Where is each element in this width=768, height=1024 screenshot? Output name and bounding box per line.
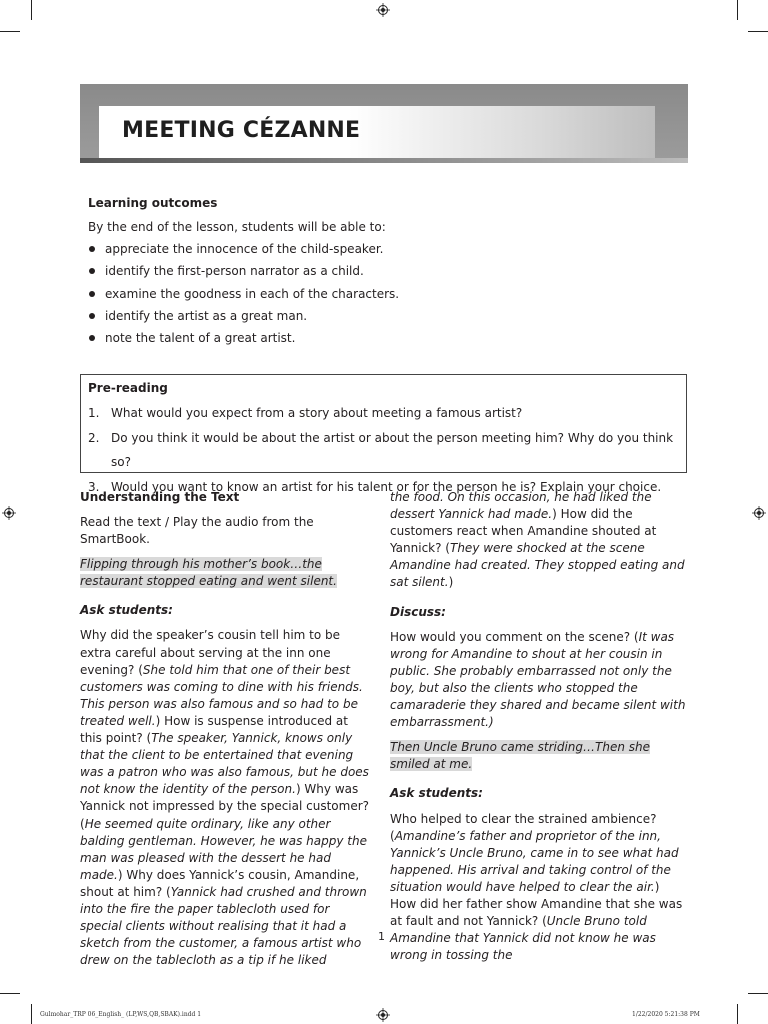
left-column xyxy=(80,488,372,969)
pre-reading-heading: Pre-reading xyxy=(88,381,168,395)
registration-mark-icon xyxy=(376,3,390,17)
crop-mark-top-left-h xyxy=(0,31,20,32)
learning-outcomes xyxy=(88,193,648,349)
right-column xyxy=(390,489,686,964)
highlighted-excerpt: Then Uncle Bruno came striding…Then she smiled at me. xyxy=(390,740,651,772)
question-text: How would you comment on the scene? ( xyxy=(390,629,639,644)
question-text: Who helped to clear the strained ambience? ( xyxy=(390,811,657,843)
list-item: note the talent of a great artist. xyxy=(88,327,648,349)
answer-text: Uncle Bruno told Amandine that Yannick did not know he was wrong in tossing the xyxy=(390,914,656,963)
registration-mark-icon xyxy=(2,506,16,520)
registration-mark-icon xyxy=(376,1008,390,1022)
discuss-paragraph xyxy=(390,629,686,732)
discuss-label: Discuss: xyxy=(390,604,446,619)
question-text: Why did the speaker’s cousin tell him to be extra careful about serving at the inn one evening? ( xyxy=(80,628,341,677)
answer-text: Amandine’s father and proprietor of the inn, Yannick’s Uncle Bruno, came in to see what had happened. His arrival and taking control of the situation would have helped to clear the air. xyxy=(390,828,679,894)
list-item: appreciate the innocence of the child-speaker. xyxy=(88,238,648,260)
question-text: ) How is suspense introduced at this point? ( xyxy=(80,713,348,746)
highlighted-excerpt: Flipping through his mother’s book…the restaurant stopped eating and went silent. xyxy=(80,557,337,589)
question-text: ) Why does Yannick’s cousin, Amandine, shout at him? ( xyxy=(80,867,360,899)
list-item: examine the goodness in each of the characters. xyxy=(88,283,648,305)
crop-mark-top-right-h xyxy=(748,31,768,32)
ask-students-label: Ask students: xyxy=(390,786,483,801)
question-text: Would you want to know an artist for his talent or for the person he is? Explain your choice. xyxy=(111,479,662,494)
question-number: 2. xyxy=(88,430,100,445)
learning-outcomes-intro: By the end of the lesson, students will be able to: xyxy=(88,220,386,234)
answer-text: the food. On this occasion, he had liked the dessert Yannick had made. xyxy=(390,490,652,522)
ask-students-paragraph xyxy=(80,627,372,969)
crop-mark-bottom-left-v xyxy=(31,1004,32,1024)
answer-text: Yannick had crushed and thrown into the fire the paper tablecloth used for special clients without realising that it had a sketch from the customer, a famous artist who drew on the tablecloth as a tip if he liked xyxy=(80,884,367,968)
continued-paragraph xyxy=(390,489,686,592)
text-excerpt xyxy=(80,556,372,590)
ask-students-label: Ask students: xyxy=(80,603,173,618)
crop-mark-bottom-right-v xyxy=(737,1004,738,1024)
instruction-text: Read the text / Play the audio from the SmartBook. xyxy=(80,515,314,547)
outcomes-list xyxy=(88,238,648,349)
question-text: ) How did her father show Amandine that she was at fault and not Yannick? ( xyxy=(390,879,683,929)
crop-mark-bottom-left-h xyxy=(0,993,20,994)
crop-mark-bottom-right-h xyxy=(748,993,768,994)
learning-outcomes-heading: Learning outcomes xyxy=(88,196,218,210)
crop-mark-top-left-v xyxy=(31,0,32,20)
text-excerpt xyxy=(390,739,686,773)
list-item xyxy=(88,401,680,426)
title-rule xyxy=(80,158,688,163)
section-heading: Understanding the Text xyxy=(80,490,240,504)
list-item: identify the artist as a great man. xyxy=(88,305,648,327)
answer-text: It was wrong for Amandine to shout at her cousin in public. She probably embarrassed not only the boy, but also the clients who stopped the camaraderie they shared and became silent with embarrassment.) xyxy=(390,629,686,730)
pre-reading-questions xyxy=(88,401,680,499)
question-text: What would you expect from a story about meeting a famous artist? xyxy=(111,406,523,420)
answer-text: She told him that one of their best customers was coming to dine with his friends. This person was also famous and so had to be treated well. xyxy=(80,662,363,728)
crop-mark-top-right-v xyxy=(737,0,738,20)
answer-text: He seemed quite ordinary, like any other balding gentleman. However, he was happy the man was pleased with the dessert he had made. xyxy=(80,816,367,882)
page-title: MEETING CÉZANNE xyxy=(122,118,361,143)
question-text: ) Why was Yannick not impressed by the special customer? ( xyxy=(80,782,370,831)
question-text: ) How did the customers react when Amandine shouted at Yannick? ( xyxy=(390,507,657,556)
pre-reading-box xyxy=(80,374,687,494)
question-text: ) xyxy=(448,575,454,590)
slug-file: Gulmohar_TRP 06_English_ (LP,WS,QB,SBAK).indd 1 xyxy=(40,1011,202,1018)
question-text: Do you think it would be about the artist or about the person meeting him? Why do you think so? xyxy=(111,430,674,469)
question-number: 1. xyxy=(88,406,100,420)
answer-text: The speaker, Yannick, knows only that the client to be entertained that evening was a patron who was also famous, but he does not know the identity of the person. xyxy=(80,731,369,797)
question-number: 3. xyxy=(88,479,100,494)
answer-text: They were shocked at the scene Amandine had created. They stopped eating and sat silent. xyxy=(390,541,685,590)
ask-students-paragraph xyxy=(390,811,686,965)
registration-mark-icon xyxy=(752,506,766,520)
list-item xyxy=(88,426,680,475)
list-item: identify the first-person narrator as a child. xyxy=(88,260,648,282)
page-number: 1 xyxy=(378,930,385,943)
slug-date: 1/22/2020 5:21:38 PM xyxy=(632,1011,700,1018)
